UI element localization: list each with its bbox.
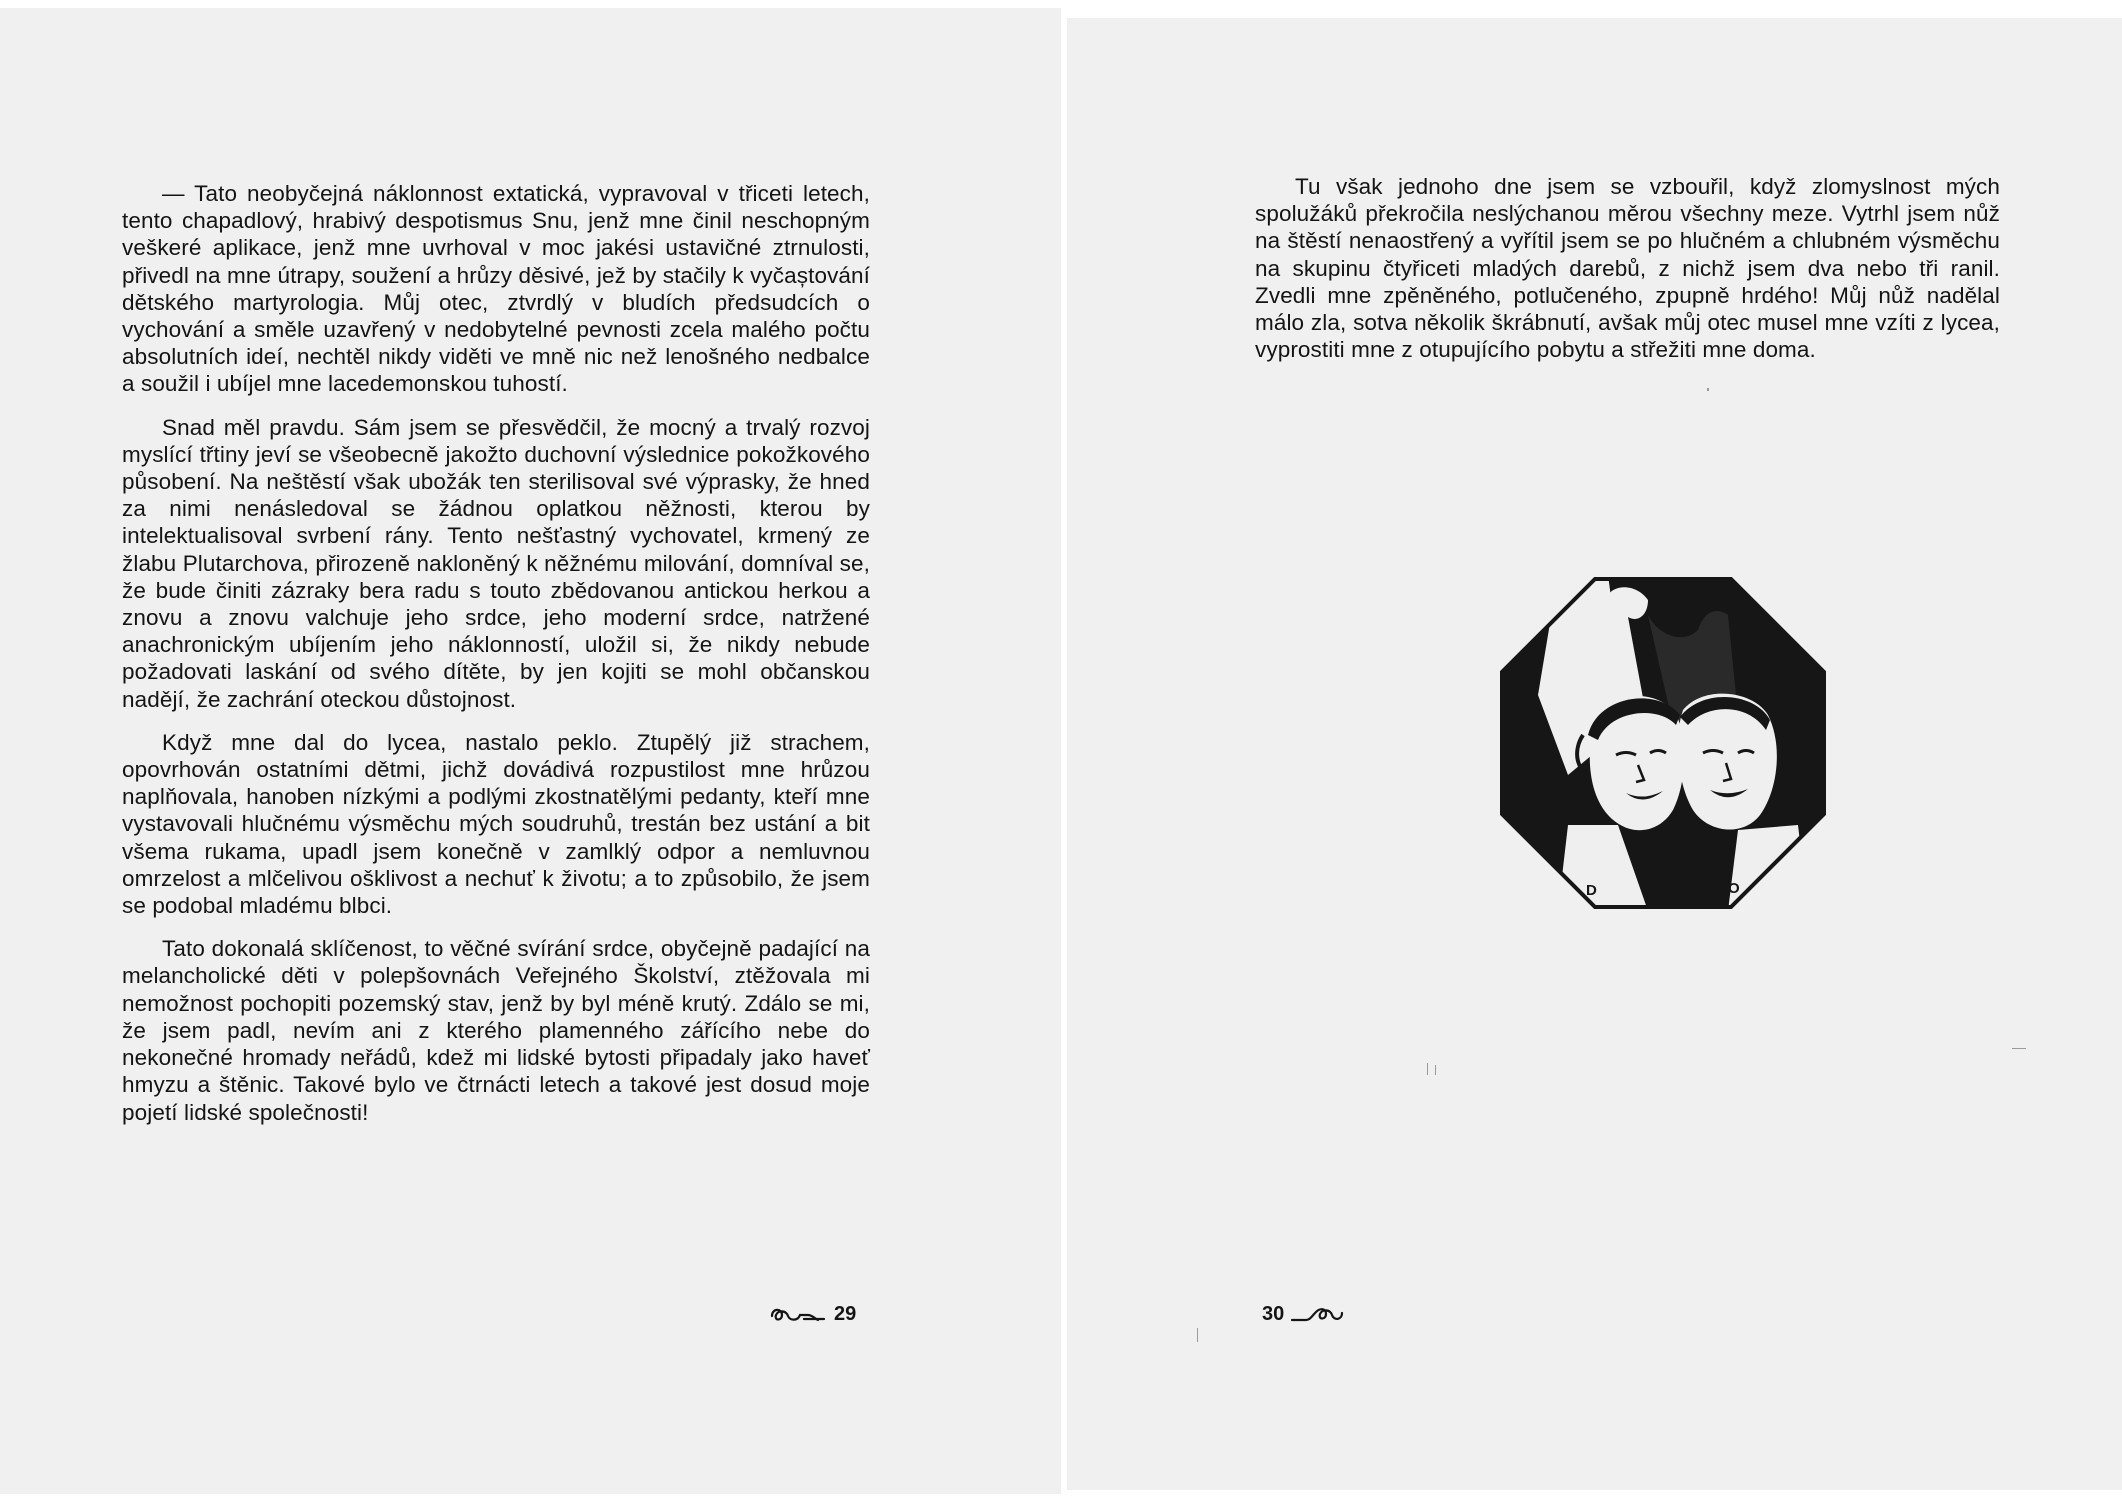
illustration-initial: O [1728,880,1740,897]
paragraph: Když mne dal do lycea, nastalo peklo. Ztupělý již strachem, opovrhován ostatními dětmi, jichž dovádivá rozpustilost mne hrůzou naplňovala, hanoben nízkými a podlými zkostnatělými pedanty, kteří mne vystavovali hlučnému výsměchu mých soudruhů, trestán bez ustání a bit všema rukama, upadl jsem konečně v zamlklý odpor a nemluvnou omrzelost a mlčelivou ošklivost a nechuť k životu; a to způsobilo, že jsem se podobal mladému blbci. [122,729,870,919]
paragraph: Snad měl pravdu. Sám jsem se přesvědčil, že mocný a trvalý rozvoj myslící třtiny jeví se všeobecně jakožto duchovní výslednice pokožkového působení. Na neštěstí však ubožák ten sterilisoval své výprasky, že hned za nimi nenásledoval se žádnou oplatkou něžnosti, kterou by intelektualisoval svrbení rány. Tento nešťastný vychovatel, krmený ze žlabu Plutarchova, přirozeně nakloněný k něžnému milování, domníval se, že bude činiti zázraky bera radu s touto zbědovanou antickou herkou a znovu a znovu valchuje jeho srdce, jeho moderní srdce, natržené anachronickým ubíjením jeho náklonností, uložil si, že nikdy nebude požadovati laskání od svého dítěte, by jen kojiti se mohl občanskou nadějí, že zachrání oteckou důstojnost. [122,414,870,712]
ornament-icon [768,1304,828,1326]
octagonal-vignette-icon [1498,575,1828,911]
paragraph: — Tato neobyčejná náklonnost extatická, vypravoval v třiceti letech, tento chapadlový, hrabivý despotismus Snu, jenž mne činil neschopným veškeré aplikace, jenž mne uvrhoval v moc jakési ustavičné ztrnulosti, přivedl na mne útrapy, soužení a hrůzy děsivé, jež by stačily k vyčaștování dětského martyrologia. Můj otec, ztvrdlý v bludích předsudcích o vychování a směle uzavřený v nedobytelné pevnosti zcela malého počtu absolutních ideí, nechtěl nikdy viděti ve mně nic než lenošného nedbalce a soužil i ubíjel mne lacedemonskou tuhostí. [122,181,870,397]
page-number-text: 29 [834,1303,857,1325]
right-page-text [1255,173,2000,379]
page-number [768,1303,856,1326]
ornament-icon [1290,1304,1344,1326]
right-page [1067,18,2122,1490]
page-number-text: 30 [1262,1303,1285,1325]
left-page-text [122,180,870,1142]
paragraph: Tato dokonalá sklíčenost, to věčné svírání srdce, obyčejně padající na melancholické děti v polepšovnách Veřejného Školství, ztěžovala mi nemožnost pochopiti pozemský stav, jenž by byl méně krutý. Zdálo se mi, že jsem padl, nevím ani z kterého plamenného zářícího nebe do nekonečné hromady neřádů, kdež mi lidské bytosti připadaly jako haveť hmyzu a štěnic. Takové bylo ve čtrnácti letech a takové jest dosud moje pojetí lidské společnosti! [122,936,870,1125]
left-page [0,8,1061,1494]
illustration-initial: D [1586,882,1597,899]
paragraph: Tu však jednoho dne jsem se vzbouřil, když zlomyslnost mých spolužáků překročila neslýchanou měrou všechny meze. Vytrhl jsem nůž na štěstí nenaostřený a vyřítil jsem se po hlučném a chlubném výsměchu na skupinu čtyřiceti mladých darebů, z nichž jsem dva nebo tři ranil. Zvedli mne zpěněného, potlučeného, zpupně hrdého! Můj nůž nadělal málo zla, sotva několik škrábnutí, avšak můj otec musel mne vzíti z lycea, vyprostiti mne z otupujícího pobytu a střežiti mne doma. [1255,174,2000,363]
page-number [1262,1303,1344,1326]
